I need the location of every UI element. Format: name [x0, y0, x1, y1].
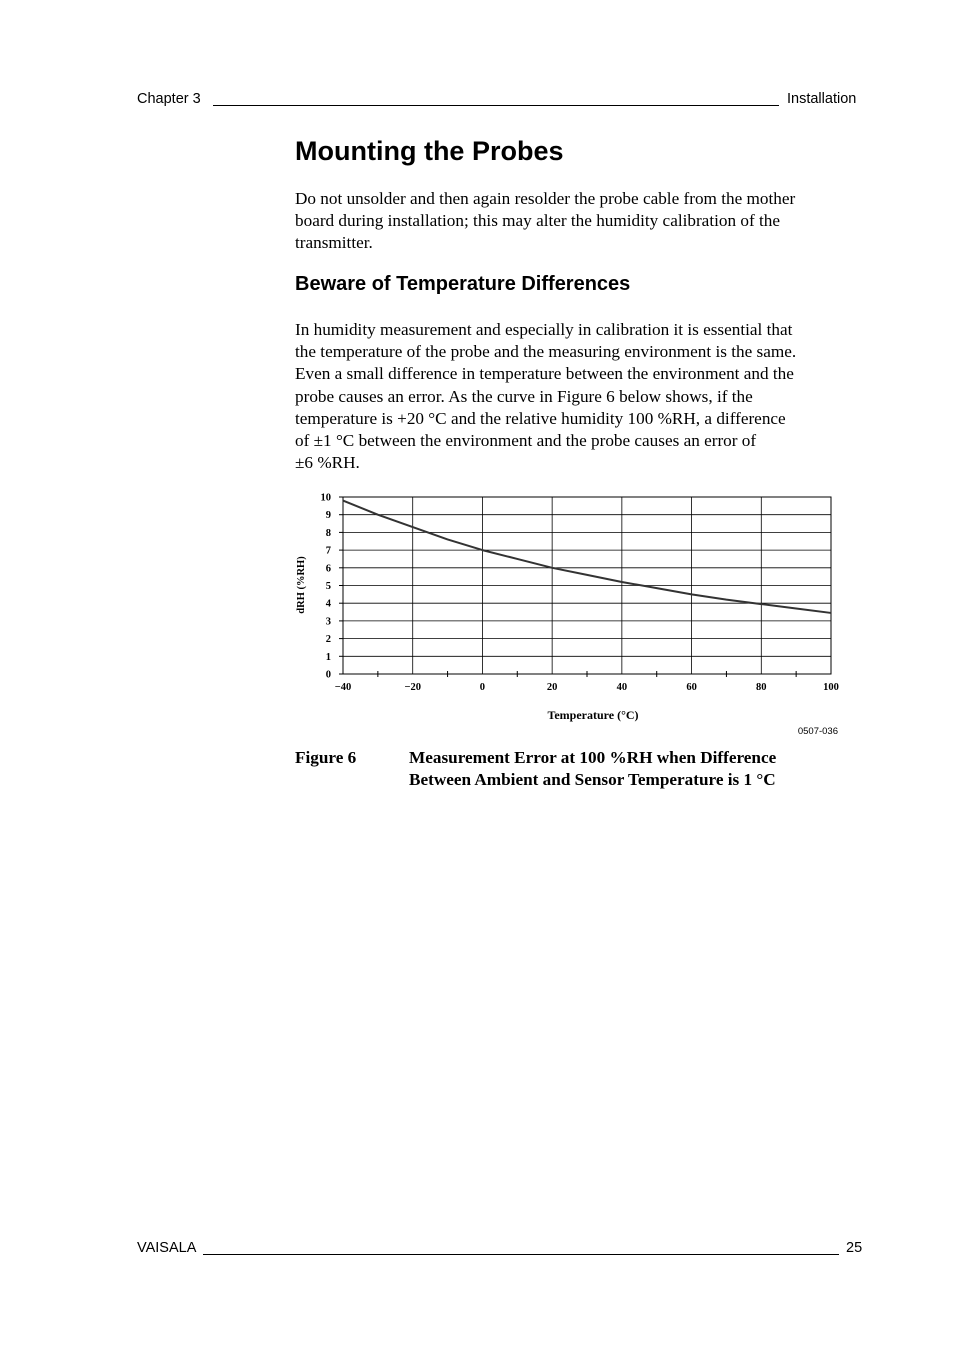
- body-paragraph: [295, 319, 865, 474]
- x-tick-label: 40: [616, 682, 628, 693]
- x-tick-label: 80: [756, 682, 767, 693]
- header-section: Installation: [787, 91, 857, 107]
- y-tick-label: 6: [325, 563, 331, 575]
- error-curve-chart: [280, 486, 860, 741]
- body-line: temperature is +20 °C and the relative humidity 100 %RH, a difference: [295, 408, 786, 428]
- y-tick-label: 5: [325, 581, 331, 592]
- x-tick-label: 20: [546, 682, 558, 693]
- y-tick-label: 9: [325, 510, 331, 522]
- x-tick-label: 100: [823, 682, 839, 693]
- x-tick-label: −20: [404, 682, 421, 693]
- intro-line: board during installation; this may alter the humidity calibration of the: [295, 211, 780, 231]
- y-tick-label: 2: [325, 634, 331, 646]
- figure-id: 0507-036: [797, 726, 838, 737]
- y-axis-label: dRH (%RH): [296, 556, 307, 614]
- footer-company: VAISALA: [137, 1240, 197, 1256]
- body-line: Even a small difference in temperature between the environment and the: [295, 364, 794, 384]
- x-axis-label: Temperature (°C): [547, 708, 639, 722]
- y-tick-label: 0: [325, 669, 331, 681]
- body-line: the temperature of the probe and the measuring environment is the same.: [295, 342, 797, 362]
- x-tick-label: −40: [334, 682, 352, 693]
- page-title: Mounting the Probes: [295, 136, 564, 166]
- body-line: ±6 %RH.: [295, 453, 360, 473]
- intro-line: Do not unsolder and then again resolder the probe cable from the mother: [295, 189, 796, 208]
- y-tick-label: 8: [325, 527, 331, 539]
- y-tick-label: 1: [325, 651, 331, 663]
- y-tick-label: 4: [325, 598, 331, 610]
- header-rule: [213, 105, 779, 106]
- y-tick-label: 10: [320, 492, 331, 504]
- caption-line: Measurement Error at 100 %RH when Difference: [409, 748, 777, 767]
- figure-caption-label: Figure 6: [295, 748, 357, 767]
- caption-line: Between Ambient and Sensor Temperature is 1 °C: [409, 770, 776, 789]
- header-chapter: Chapter 3: [137, 91, 201, 107]
- x-tick-label: 0: [479, 682, 486, 693]
- body-line: probe causes an error. As the curve in Figure 6 below shows, if the: [295, 386, 753, 406]
- y-tick-label: 3: [325, 616, 331, 628]
- figure-caption-text: [409, 747, 776, 791]
- section-subtitle: Beware of Temperature Differences: [295, 273, 631, 295]
- series-line: [343, 501, 831, 613]
- chart-series: [343, 501, 831, 613]
- footer-rule: [203, 1254, 839, 1255]
- intro-line: transmitter.: [295, 233, 373, 253]
- chart-grid: [343, 497, 831, 674]
- x-tick-label: 60: [686, 682, 697, 693]
- footer-page-number: 25: [846, 1240, 863, 1256]
- body-line: of ±1 °C between the environment and the probe causes an error of: [295, 431, 757, 451]
- intro-paragraph: [295, 188, 865, 255]
- body-line: In humidity measurement and especially in calibration it is essential that: [295, 320, 793, 339]
- y-tick-label: 7: [325, 545, 331, 557]
